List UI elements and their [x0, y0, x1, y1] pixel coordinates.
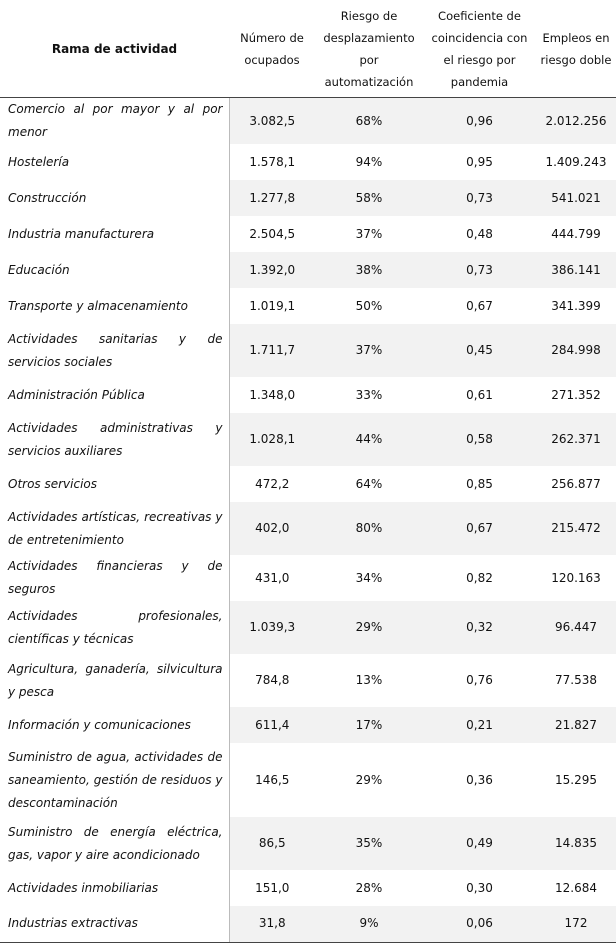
cell-riesgo: 37% — [315, 324, 423, 377]
cell-coeficiente: 0,61 — [466, 387, 493, 402]
table-row — [0, 324, 616, 377]
cell-rama: Actividades artísticas, recreativas y de entretenimiento — [0, 502, 229, 555]
cell-coeficiente: 0,67 — [423, 502, 536, 555]
cell-ocupados: 431,0 — [255, 570, 290, 585]
cell-rama: Actividades administrativas y servicios auxiliares — [0, 413, 229, 466]
cell-rama: Otros servicios — [0, 466, 229, 502]
header-coeficiente: Coeficiente de coincidencia con el riesgo por pandemia — [423, 0, 536, 98]
table-row — [0, 180, 616, 216]
cell-riesgo: 50% — [355, 298, 383, 313]
cell-riesgo: 94% — [355, 154, 383, 169]
cell-rama: Comercio al por mayor y al por menor — [0, 98, 229, 145]
table-row — [0, 377, 616, 413]
cell-coeficiente: 0,32 — [423, 601, 536, 654]
cell-empleos: 256.877 — [551, 476, 601, 491]
cell-riesgo: 44% — [315, 413, 423, 466]
cell-empleos: 14.835 — [536, 817, 616, 870]
cell-ocupados: 1.348,0 — [249, 387, 296, 402]
table-row — [0, 216, 616, 252]
cell-coeficiente: 0,73 — [423, 180, 536, 216]
cell-riesgo: 64% — [355, 476, 383, 491]
cell-empleos: 77.538 — [555, 673, 597, 687]
cell-riesgo: 28% — [355, 880, 383, 895]
cell-empleos: 444.799 — [551, 226, 601, 241]
cell-ocupados: 2.504,5 — [249, 226, 296, 241]
cell-riesgo: 29% — [315, 601, 423, 654]
cell-empleos: 1.409.243 — [545, 154, 607, 169]
cell-empleos: 2.012.256 — [536, 98, 616, 145]
cell-coeficiente: 0,49 — [423, 817, 536, 870]
cell-riesgo: 37% — [355, 226, 383, 241]
cell-rama: Suministro de agua, actividades de saneamiento, gestión de residuos y descontaminación — [0, 743, 229, 817]
cell-riesgo: 33% — [355, 387, 383, 402]
header-riesgo: Riesgo de desplazamiento por automatización — [315, 0, 423, 98]
cell-coeficiente: 0,48 — [466, 226, 493, 241]
cell-empleos: 271.352 — [551, 387, 601, 402]
cell-empleos: 96.447 — [536, 601, 616, 654]
table-body — [0, 98, 616, 943]
cell-ocupados: 1.039,3 — [229, 601, 315, 654]
table-row — [0, 502, 616, 555]
cell-rama: Suministro de energía eléctrica, gas, vapor y aire acondicionado — [0, 817, 229, 870]
table-row — [0, 743, 616, 817]
cell-rama: Actividades sanitarias y de servicios sociales — [0, 324, 229, 377]
cell-rama: Actividades profesionales, científicas y técnicas — [0, 601, 229, 654]
cell-ocupados: 1.028,1 — [229, 413, 315, 466]
cell-rama: Agricultura, ganadería, silvicultura y pesca — [0, 654, 229, 707]
cell-riesgo: 34% — [355, 570, 383, 585]
cell-empleos: 120.163 — [551, 570, 601, 585]
cell-empleos: 21.827 — [536, 707, 616, 743]
header-ocupados: Número de ocupados — [229, 0, 315, 98]
table-row — [0, 555, 616, 601]
cell-rama: Información y comunicaciones — [0, 707, 229, 743]
cell-coeficiente: 0,96 — [423, 98, 536, 145]
cell-ocupados: 1.392,0 — [229, 252, 315, 288]
cell-ocupados: 784,8 — [255, 673, 290, 687]
cell-rama: Industrias extractivas — [0, 906, 229, 942]
cell-rama: Actividades inmobiliarias — [0, 870, 229, 906]
cell-coeficiente: 0,58 — [423, 413, 536, 466]
table-row — [0, 288, 616, 324]
table-row — [0, 654, 616, 707]
cell-empleos: 341.399 — [551, 298, 601, 313]
cell-empleos: 172 — [536, 906, 616, 942]
cell-ocupados: 146,5 — [255, 772, 290, 787]
cell-rama: Transporte y almacenamiento — [0, 288, 229, 324]
cell-riesgo: 29% — [355, 772, 383, 787]
cell-ocupados: 1.019,1 — [249, 298, 296, 313]
cell-riesgo: 80% — [315, 502, 423, 555]
table-row — [0, 906, 616, 942]
cell-rama: Educación — [0, 252, 229, 288]
cell-riesgo: 58% — [315, 180, 423, 216]
cell-riesgo: 9% — [315, 906, 423, 942]
table-row — [0, 252, 616, 288]
table-row — [0, 601, 616, 654]
cell-ocupados: 3.082,5 — [229, 98, 315, 145]
header-rama: Rama de actividad — [0, 0, 229, 98]
cell-rama: Actividades financieras y de seguros — [0, 555, 229, 601]
cell-rama: Hostelería — [0, 144, 229, 180]
cell-empleos: 15.295 — [555, 772, 597, 787]
table-row — [0, 817, 616, 870]
cell-coeficiente: 0,76 — [466, 673, 493, 687]
cell-coeficiente: 0,73 — [423, 252, 536, 288]
cell-ocupados: 31,8 — [229, 906, 315, 942]
table-row — [0, 98, 616, 145]
cell-empleos: 262.371 — [536, 413, 616, 466]
header-empleos: Empleos en riesgo doble — [536, 0, 616, 98]
cell-riesgo: 13% — [355, 673, 383, 687]
cell-ocupados: 1.711,7 — [229, 324, 315, 377]
cell-coeficiente: 0,21 — [423, 707, 536, 743]
cell-coeficiente: 0,67 — [466, 298, 493, 313]
cell-riesgo: 17% — [315, 707, 423, 743]
cell-coeficiente: 0,85 — [466, 476, 493, 491]
cell-coeficiente: 0,36 — [466, 772, 493, 787]
cell-coeficiente: 0,95 — [466, 154, 493, 169]
table-row — [0, 870, 616, 906]
cell-rama: Administración Pública — [0, 377, 229, 413]
cell-coeficiente: 0,06 — [423, 906, 536, 942]
header-row — [0, 0, 616, 98]
cell-ocupados: 151,0 — [255, 880, 290, 895]
cell-riesgo: 35% — [315, 817, 423, 870]
cell-ocupados: 1.578,1 — [249, 154, 296, 169]
cell-ocupados: 402,0 — [229, 502, 315, 555]
table-row — [0, 466, 616, 502]
cell-empleos: 284.998 — [536, 324, 616, 377]
cell-empleos: 541.021 — [536, 180, 616, 216]
cell-ocupados: 472,2 — [255, 476, 290, 491]
cell-empleos: 386.141 — [536, 252, 616, 288]
cell-empleos: 215.472 — [536, 502, 616, 555]
cell-empleos: 12.684 — [555, 880, 597, 895]
cell-rama: Industria manufacturera — [0, 216, 229, 252]
cell-ocupados: 1.277,8 — [229, 180, 315, 216]
cell-ocupados: 611,4 — [229, 707, 315, 743]
cell-riesgo: 38% — [315, 252, 423, 288]
table-row — [0, 144, 616, 180]
cell-ocupados: 86,5 — [229, 817, 315, 870]
cell-riesgo: 68% — [315, 98, 423, 145]
cell-coeficiente: 0,45 — [423, 324, 536, 377]
cell-rama: Construcción — [0, 180, 229, 216]
table-row — [0, 413, 616, 466]
table-row — [0, 707, 616, 743]
cell-coeficiente: 0,30 — [466, 880, 493, 895]
cell-coeficiente: 0,82 — [466, 570, 493, 585]
